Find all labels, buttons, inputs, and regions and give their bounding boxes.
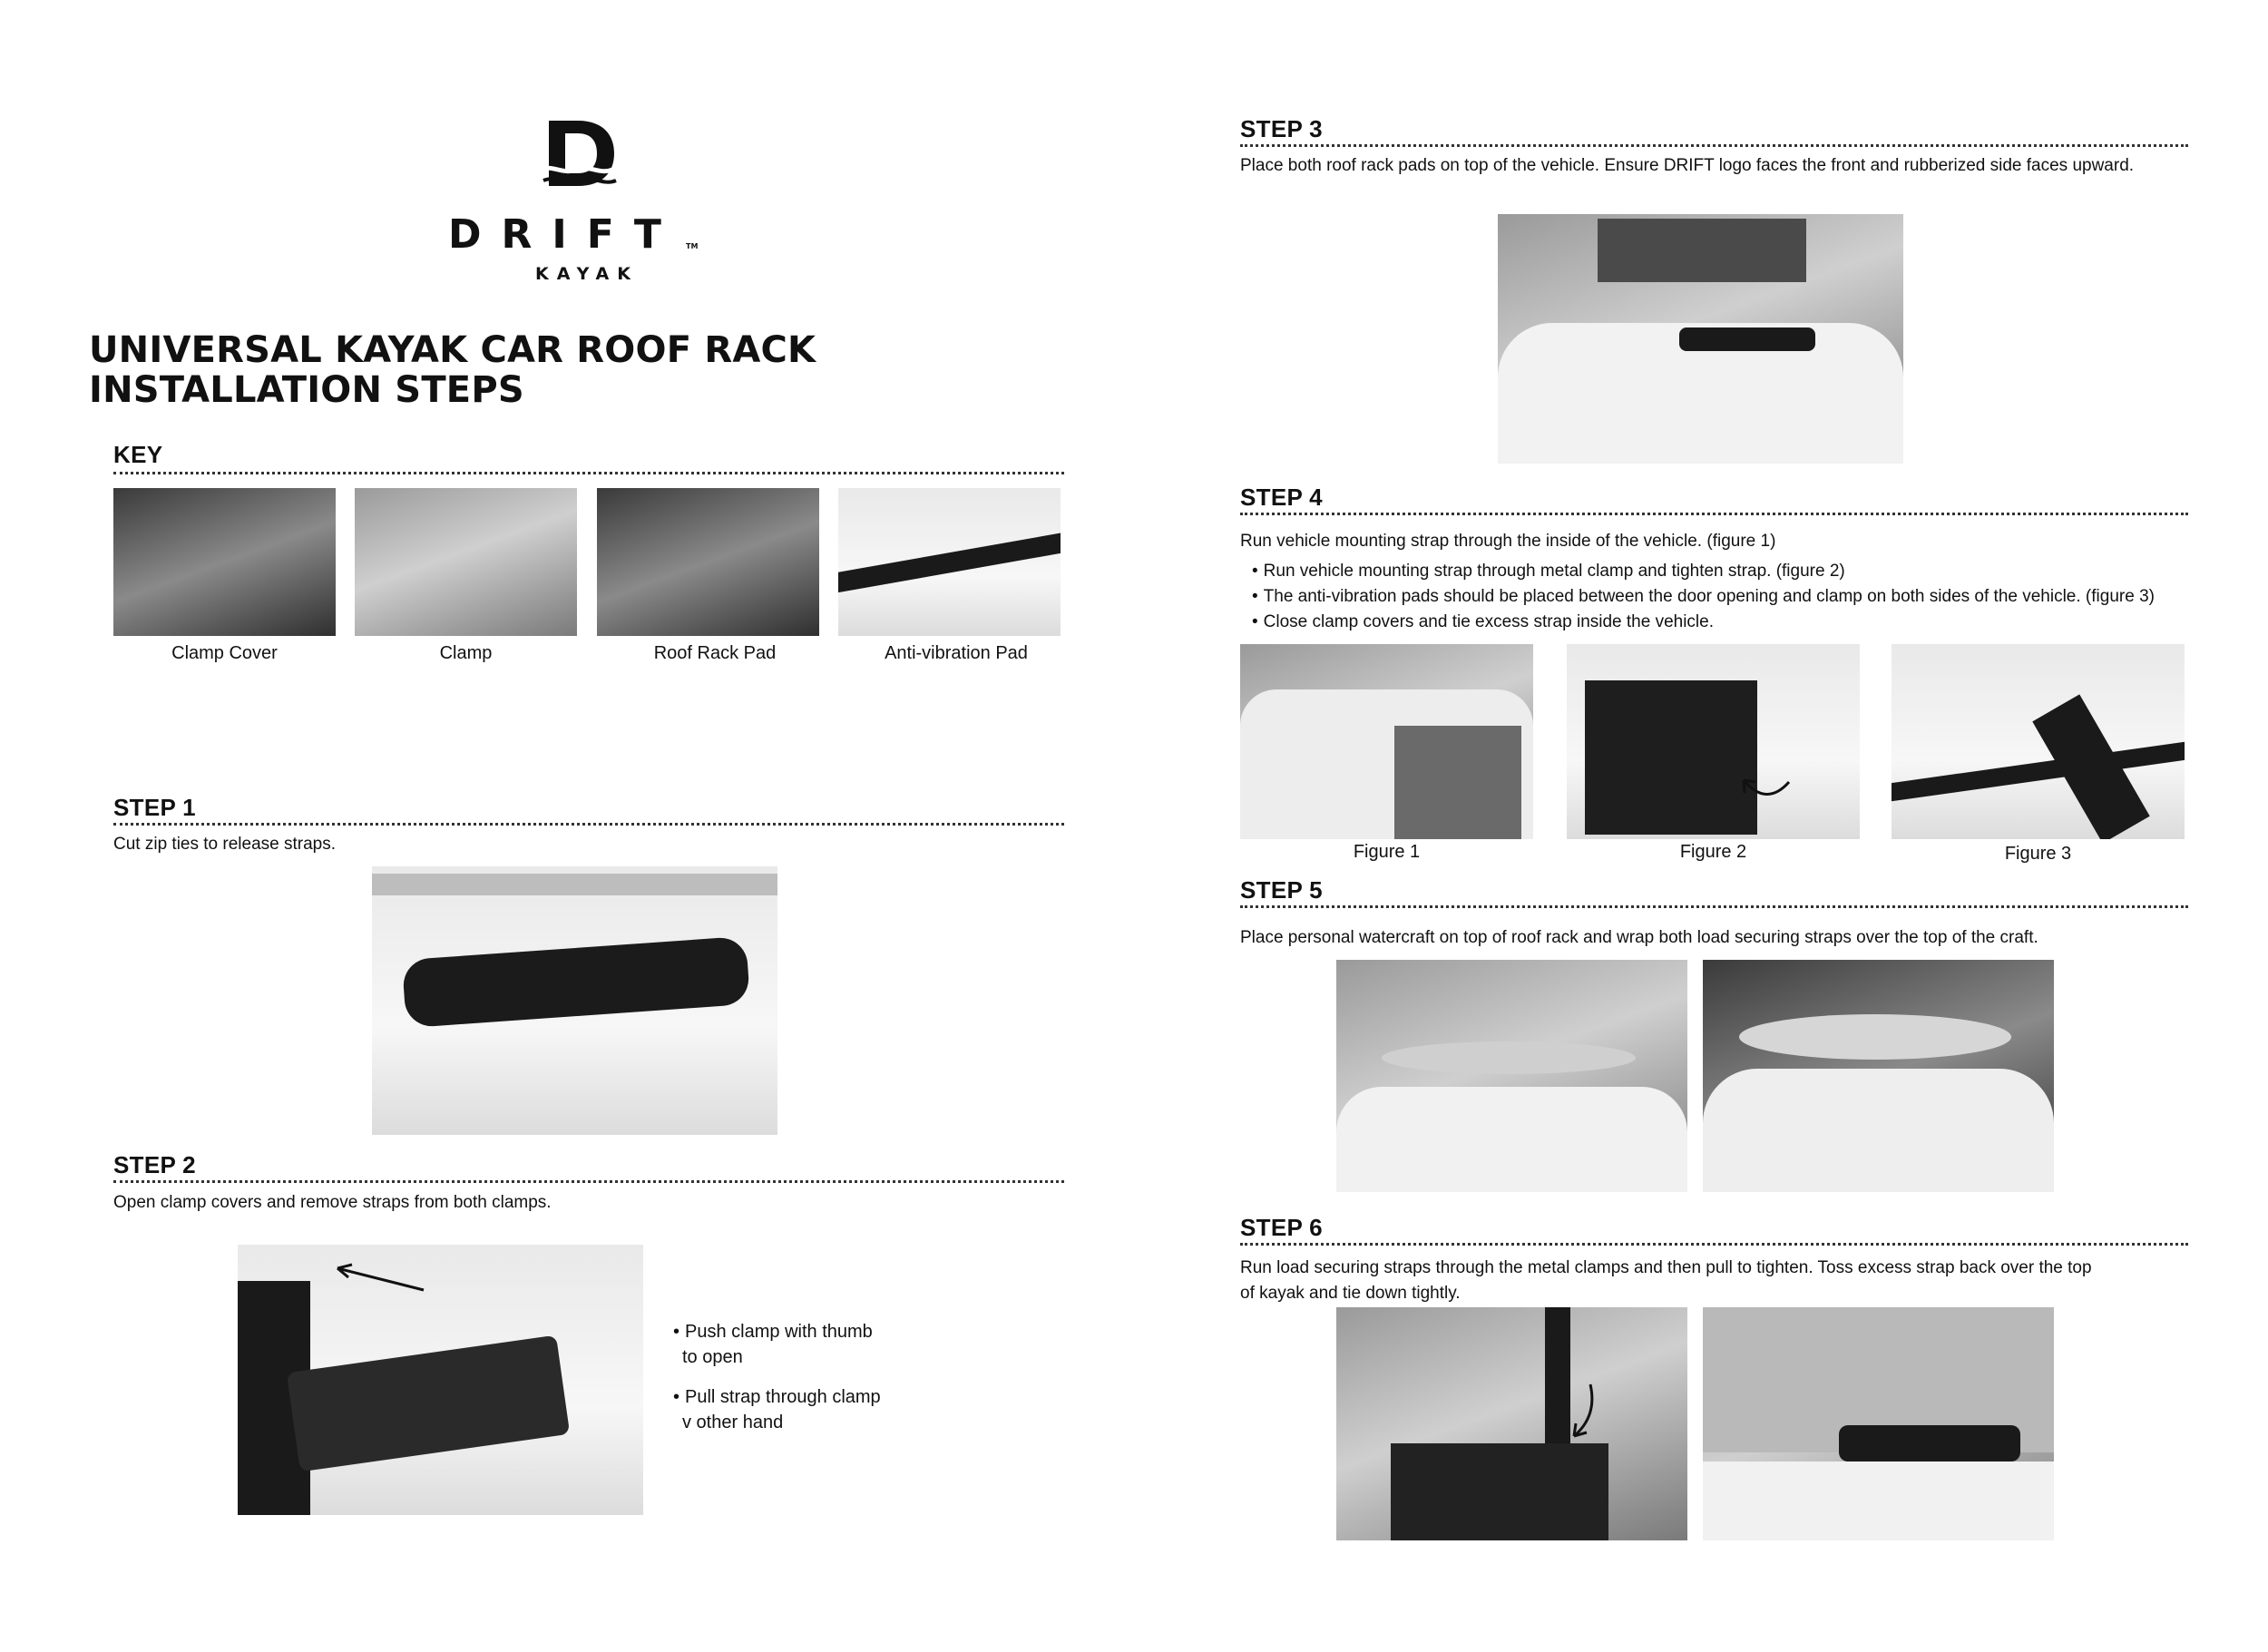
step5-left-car-shape: [1336, 1087, 1687, 1192]
key-label-roof-rack-pad: Roof Rack Pad: [653, 643, 777, 663]
step2-pad-shape: [287, 1335, 570, 1472]
step4-figure3-photo: [1892, 644, 2185, 839]
step3-pad-shape: [1679, 327, 1815, 351]
step4-fig3-strap-shape: [1892, 740, 2185, 803]
step4-figure2-photo: [1567, 644, 1860, 839]
step4-bullets: [1252, 559, 2155, 635]
key-heading: KEY: [113, 441, 163, 468]
brand-tm: TM: [686, 242, 699, 250]
step6-text-line1: Run load securing straps through the metal clamps and then pull to tighten. Toss excess strap back over the top: [1240, 1258, 2092, 1277]
step1-text: Cut zip ties to release straps.: [113, 835, 336, 854]
curved-arrow-icon: [1739, 771, 1794, 807]
step2-note-2-line1: • Pull strap through clamp: [673, 1384, 881, 1410]
drift-d-mark-icon: [540, 113, 621, 195]
key-photo-anti-vibration-pad: [838, 488, 1061, 636]
key-label-clamp: Clamp: [439, 643, 493, 663]
step1-pad-shape: [402, 936, 750, 1028]
step5-heading: STEP 5: [1240, 876, 1323, 904]
key-label-anti-vibration-pad: Anti-vibration Pad: [885, 643, 1028, 663]
curved-arrow-down-icon: [1563, 1380, 1599, 1443]
step2-note-1: [673, 1319, 873, 1370]
arrow-left-icon: [328, 1261, 428, 1297]
step1-divider: [113, 823, 1064, 826]
step5-photo-left: [1336, 960, 1687, 1192]
key-photo-strap-shape: [838, 528, 1061, 595]
step3-text: Place both roof rack pads on top of the vehicle. Ensure DRIFT logo faces the front and rubberized side faces upward.: [1240, 156, 2135, 175]
step3-house-shape: [1598, 219, 1806, 282]
step2-heading: STEP 2: [113, 1151, 196, 1178]
step2-note-1-line1: • Push clamp with thumb: [673, 1319, 873, 1344]
step3-heading: STEP 3: [1240, 115, 1323, 142]
step6-photo-left: [1336, 1307, 1687, 1540]
step4-fig1-window-shape: [1394, 726, 1521, 839]
step6-text: [1240, 1256, 2092, 1306]
step4-figure3-label: Figure 3: [2004, 844, 2072, 864]
step6-photo-right: [1703, 1307, 2054, 1540]
step4-heading: STEP 4: [1240, 484, 1323, 511]
step1-heading: STEP 1: [113, 794, 196, 821]
brand-logo: [445, 113, 717, 286]
step5-divider: [1240, 905, 2188, 908]
step2-divider: [113, 1180, 1064, 1183]
step6-heading: STEP 6: [1240, 1214, 1323, 1241]
step6-divider: [1240, 1243, 2188, 1246]
step2-note-2-line2: v other hand: [682, 1413, 784, 1432]
step4-fig2-pad-shape: [1585, 680, 1757, 835]
step4-bullet-2: • The anti-vibration pads should be placed between the door opening and clamp on both sides of the vehicle. (figure 3): [1252, 584, 2155, 610]
key-photo-clamp-cover: [113, 488, 336, 636]
step1-rail-shape: [372, 874, 777, 895]
step2-text: Open clamp covers and remove straps from both clamps.: [113, 1193, 552, 1212]
key-divider: [113, 472, 1064, 474]
step5-right-kayak-shape: [1739, 1014, 2011, 1060]
step4-figure1-label: Figure 1: [1353, 842, 1421, 862]
page-title-line1: UNIVERSAL KAYAK CAR ROOF RACK: [89, 329, 816, 371]
step5-text: Place personal watercraft on top of roof rack and wrap both load securing straps over the top of the craft.: [1240, 928, 2038, 947]
page-title-line2: INSTALLATION STEPS: [89, 369, 524, 411]
step2-note-1-line2: to open: [682, 1347, 743, 1367]
step5-left-kayak-shape: [1382, 1041, 1636, 1074]
step4-bullet-1: • Run vehicle mounting strap through metal clamp and tighten strap. (figure 2): [1252, 559, 2155, 584]
key-photo-roof-rack-pad: [597, 488, 819, 636]
step5-right-car-shape: [1703, 1069, 2054, 1192]
step3-photo: [1498, 214, 1903, 464]
step6-right-pad-shape: [1839, 1425, 2020, 1461]
brand-word: DRIFT: [448, 211, 681, 258]
step4-text: Run vehicle mounting strap through the inside of the vehicle. (figure 1): [1240, 532, 1776, 551]
step6-right-car-shape: [1703, 1461, 2054, 1540]
step4-figure2-label: Figure 2: [1679, 842, 1747, 862]
step2-photo: [238, 1245, 643, 1515]
step5-photo-right: [1703, 960, 2054, 1192]
key-photo-clamp: [355, 488, 577, 636]
brand-sub: KAYAK: [535, 264, 639, 284]
step4-bullet-3: • Close clamp covers and tie excess strap inside the vehicle.: [1252, 610, 2155, 635]
step4-divider: [1240, 513, 2188, 515]
step6-text-line2: of kayak and tie down tightly.: [1240, 1284, 1461, 1303]
key-label-clamp-cover: Clamp Cover: [171, 643, 278, 663]
step4-figure1-photo: [1240, 644, 1533, 839]
step1-photo: [372, 866, 777, 1135]
page-title: [89, 330, 816, 410]
step2-note-2: [673, 1384, 881, 1435]
step6-left-pad-shape: [1391, 1443, 1608, 1540]
step3-divider: [1240, 144, 2188, 147]
